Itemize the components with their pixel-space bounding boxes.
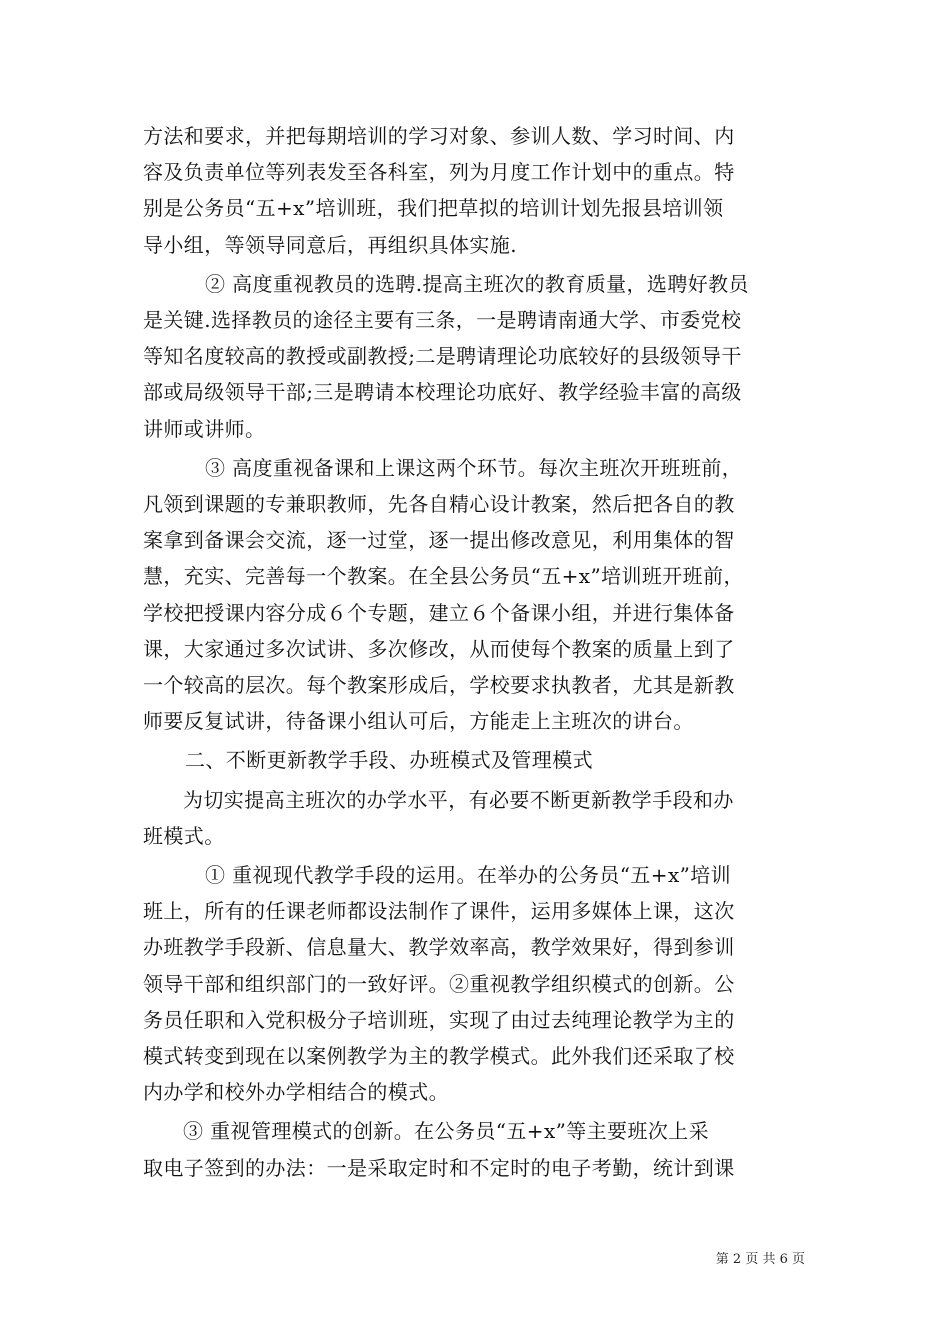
text-line: 学校把授课内容分成６个专题，建立６个备课小组，并进行集体备 [143, 600, 735, 625]
paragraph-2 [143, 266, 809, 447]
text-line: 一个较高的层次。每个教案形成后，学校要求执教者，尤其是新教 [143, 673, 735, 698]
text-line: 办班教学手段新、信息量大、教学效率高，教学效果好，得到参训 [143, 935, 735, 960]
text-line: 案拿到备课会交流，逐一过堂，逐一提出修改意见，利用集体的智 [143, 528, 735, 553]
text-line: 领导干部和组织部门的一致好评。②重视教学组织模式的创新。公 [143, 971, 735, 996]
text-line: 慧，充实、完善每一个教案。在全县公务员“五+x”培训班开班前， [143, 564, 744, 589]
heading-line: 二、不断更新教学手段、办班模式及管理模式 [185, 748, 593, 773]
text-line: 是关键.选择教员的途径主要有三条，一是聘请南通大学、市委党校 [143, 308, 742, 333]
text-line: 取电子签到的办法：一是采取定时和不定时的电子考勤，统计到课 [143, 1155, 735, 1180]
text-line: ② 高度重视教员的选聘.提高主班次的教育质量，选聘好教员 [205, 271, 749, 296]
text-line: 方法和要求，并把每期培训的学习对象、参训人数、学习时间、内 [143, 124, 735, 148]
text-line: ① 重视现代教学手段的运用。在举办的公务员“五+x”培训 [205, 863, 732, 888]
text-line: 模式转变到现在以案例教学为主的教学模式。此外我们还采取了校 [143, 1044, 735, 1069]
text-line: 课，大家通过多次试讲、多次修改，从而使每个教案的质量上到了 [143, 636, 735, 661]
text-line: 务员任职和入党积极分子培训班，实现了由过去纯理论教学为主的 [143, 1007, 735, 1032]
text-line: 班模式。 [143, 823, 225, 848]
section-heading [143, 742, 809, 778]
paragraph-3 [143, 450, 809, 740]
text-line: ③ 高度重视备课和上课这两个环节。每次主班次开班班前， [205, 455, 743, 480]
text-line: 容及负责单位等列表发至各科室，列为月度工作计划中的重点。特 [143, 160, 735, 185]
text-line: ③ 重视管理模式的创新。在公务员“五+x”等主要班次上采 [183, 1119, 710, 1144]
text-line: 导小组，等领导同意后，再组织具体实施. [143, 232, 517, 257]
paragraph-4 [143, 782, 809, 854]
text-line: 为切实提高主班次的办学水平，有必要不断更新教学手段和办 [183, 787, 734, 812]
text-line: 讲师或讲师。 [143, 416, 266, 441]
text-line: 师要反复试讲，待备课小组认可后，方能走上主班次的讲台。 [143, 709, 694, 734]
text-line: 等知名度较高的教授或副教授;二是聘请理论功底较好的县级领导干 [143, 344, 742, 369]
text-line: 别是公务员“五+x”培训班，我们把草拟的培训计划先报县培训领 [143, 196, 724, 221]
text-line: 内办学和校外办学相结合的模式。 [143, 1080, 449, 1105]
paragraph-1 [143, 118, 809, 263]
paragraph-6 [143, 1113, 809, 1185]
paragraph-5 [143, 857, 809, 1110]
text-line: 班上，所有的任课老师都设法制作了课件，运用多媒体上课，这次 [143, 899, 735, 924]
text-line: 凡领到课题的专兼职教师，先各自精心设计教案，然后把各自的教 [143, 492, 735, 517]
text-line: 部或局级领导干部;三是聘请本校理论功底好、教学经验丰富的高级 [143, 380, 742, 405]
document-body [143, 118, 809, 1189]
page-number: 第 2 页 共 6 页 [715, 1252, 805, 1267]
